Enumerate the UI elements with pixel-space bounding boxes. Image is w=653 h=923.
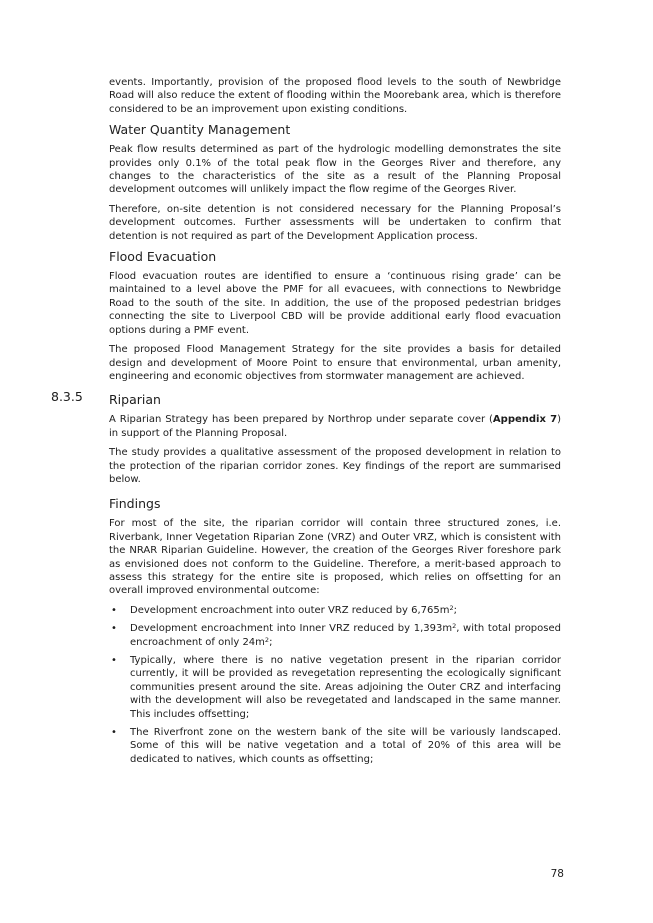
intro-paragraph: events. Importantly, provision of the proposed flood levels to the south of Newbridge Road will also reduce the extent of flooding within the Moorebank area, which is therefore considered to be an improvement upon existing conditions. xyxy=(109,77,561,115)
bullet-text-end: ; xyxy=(269,636,273,648)
bullet-icon: • xyxy=(111,623,117,635)
flood-evacuation-heading: Flood Evacuation xyxy=(109,249,217,265)
findings-heading: Findings xyxy=(109,496,161,512)
appendix-reference: Appendix 7 xyxy=(492,414,558,426)
water-quantity-paragraph: Peak flow results determined as part of the hydrologic modelling demonstrates the site provides only 0.1% of the total peak flow in the Georges River and therefore, any changes to the characteristics of the site as a result of the Planning Proposal development outcomes will unlikely impact the flow regime of the Georges River. xyxy=(109,144,561,196)
water-quantity-heading: Water Quantity Management xyxy=(109,122,291,138)
page-number: 78 xyxy=(550,868,564,880)
section-title: Riparian xyxy=(109,392,161,408)
flood-evacuation-paragraph: The proposed Flood Management Strategy for the site provides a basis for detailed design and development of Moore Point to ensure that environmental, urban amenity, engineering and economic objectives from stormwater management are achieved. xyxy=(109,344,561,382)
bullet-icon: • xyxy=(111,604,117,616)
riparian-intro-text-end: ) in support of the Planning Proposal. xyxy=(109,414,561,439)
list-item xyxy=(109,654,561,721)
bullet-icon: • xyxy=(111,655,117,666)
riparian-study-paragraph: The study provides a qualitative assessment of the proposed development in relation to the protection of the riparian corridor zones. Key findings of the report are summarised below. xyxy=(109,447,561,485)
page-body xyxy=(51,76,561,771)
list-item xyxy=(109,726,561,766)
list-item xyxy=(109,622,561,649)
riparian-intro-text: A Riparian Strategy has been prepared by Northrop under separate cover ( xyxy=(109,414,493,426)
section-number: 8.3.5 xyxy=(51,389,83,405)
findings-list xyxy=(109,604,561,766)
section-heading xyxy=(51,389,561,408)
bullet-text: The Riverfront zone on the western bank of the site will be variously landscaped. Some of this will be native vegetation and a total of 20% of this area will be dedicated to natives, which counts as offsetting; xyxy=(130,727,561,765)
bullet-text-end: ; xyxy=(453,604,457,616)
flood-evacuation-paragraph: Flood evacuation routes are identified to ensure a ‘continuous rising grade’ can be maintained to a level above the PMF for all evacuees, with connections to Newbridge Road to the south of the site. In addition, the use of the proposed pedestrian bridges connecting the site to Liverpool CBD will be provide additional early flood evacuation options during a PMF event. xyxy=(109,271,561,336)
findings-paragraph: For most of the site, the riparian corridor will contain three structured zones, i.e. Riverbank, Inner Vegetation Riparian Zone (VRZ) and Outer VRZ, which is consistent with the NRAR Riparian Guideline. However, the creation of the Georges River foreshore park as envisioned does not conform to the Guideline. Therefore, a merit-based approach to assess this strategy for the entire site is proposed, which relies on offsetting for an overall improved environmental outcome: xyxy=(109,518,561,597)
bullet-text: Typically, where there is no native vegetation present in the riparian corridor currently, it will be provided as revegetation representing the ecologically significant communities present around the site. Areas adjoining the Outer CRZ and interfacing with the development will also be revegetated and landscaped in the same manner. This includes offsetting; xyxy=(130,655,561,720)
list-item xyxy=(109,604,561,617)
bullet-text: Development encroachment into Inner VRZ reduced by 1,393m xyxy=(130,623,453,635)
riparian-intro-paragraph xyxy=(109,413,561,440)
superscript: 2 xyxy=(452,622,457,631)
water-quantity-paragraph: Therefore, on-site detention is not considered necessary for the Planning Proposal’s development outcomes. Further assessments will be undertaken to confirm that detention is not required as part of the Development Application process. xyxy=(109,203,561,242)
superscript: 2 xyxy=(264,635,270,644)
bullet-text: Development encroachment into outer VRZ reduced by 6,765m xyxy=(130,604,450,616)
bullet-icon: • xyxy=(111,727,117,739)
superscript: 2 xyxy=(449,603,454,612)
bullet-text-mid: , with total proposed encroachment of only 24m xyxy=(130,623,561,648)
